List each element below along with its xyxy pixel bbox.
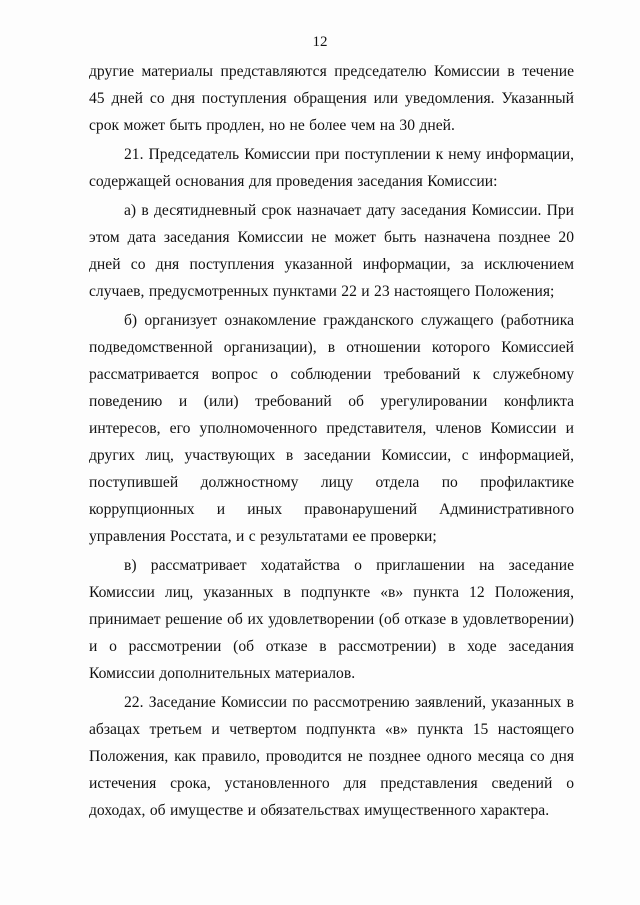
document-body [89, 58, 574, 826]
paragraph-clause-21-a: а) в десятидневный срок назначает дату заседания Комиссии. При этом дата заседания Комиссии не может быть назначена позднее 20 дней со дня поступления указанной информации, за исключением случаев, предусмотренных пунктами 22 и 23 настоящего Положения; [89, 202, 574, 300]
paragraph-continuation: другие материалы представляются председателю Комиссии в течение 45 дней со дня поступления обращения или уведомления. Указанный срок может быть продлен, но не более чем на 30 дней. [89, 63, 574, 134]
page-number: 12 [312, 34, 328, 50]
paragraph-clause-22: 22. Заседание Комиссии по рассмотрению заявлений, указанных в абзацах третьем и четвертом подпункта «в» пункта 15 настоящего Положения, как правило, проводится не позднее одного месяца со дня истечения срока, установленного для представления сведений о доходах, об имуществе и обязательствах имущественного характера. [89, 694, 574, 819]
paragraph-clause-21-v: в) рассматривает ходатайства о приглашении на заседание Комиссии лиц, указанных в подпункте «в» пункта 12 Положения, принимает решение об их удовлетворении (об отказе в удовлетворении) и о рассмотрении (об отказе в рассмотрении) в ходе заседания Комиссии дополнительных материалов. [89, 557, 574, 682]
paragraph-clause-21: 21. Председатель Комиссии при поступлении к нему информации, содержащей основания для проведения заседания Комиссии: [89, 146, 574, 190]
paragraph-clause-21-b: б) организует ознакомление гражданского служащего (работника подведомственной организации), в отношении которого Комиссией рассматривается вопрос о соблюдении требований к служебному поведению и (или) требований об урегулировании конфликта интересов, его уполномоченного представителя, членов Комиссии и других лиц, участвующих в заседании Комиссии, с информацией, поступившей должностному лицу отдела по профилактике коррупционных и иных правонарушений Административного управления Росстата, и с результатами ее проверки; [89, 312, 574, 545]
